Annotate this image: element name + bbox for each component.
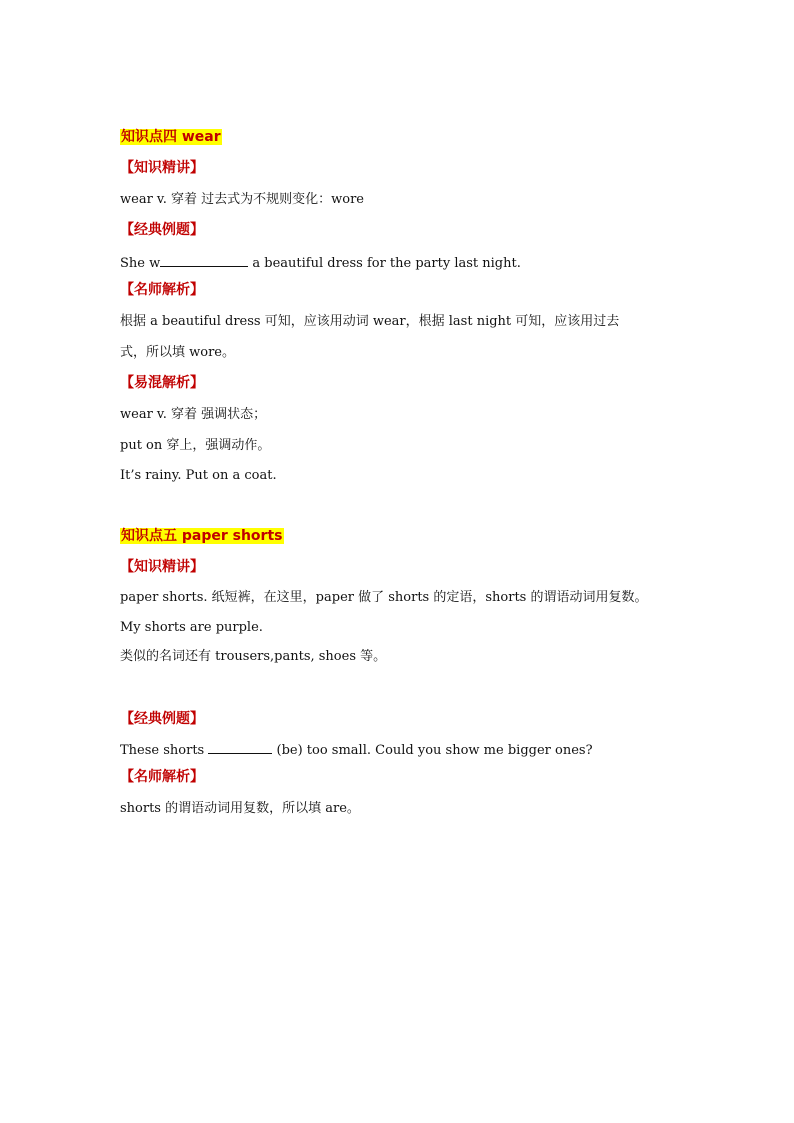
example-text-start: These shorts	[120, 743, 209, 758]
section-four-example	[120, 252, 521, 274]
section-four-confuse-line-2: put on 穿上，强调动作。	[120, 438, 271, 453]
section-four-confuse-line-1: wear v. 穿着 强调状态；	[120, 407, 267, 422]
section-four-explain-tag: 【知识精讲】	[120, 160, 204, 176]
answer-blank	[160, 252, 248, 267]
example-text-end: a beautiful dress for the party last night.	[248, 256, 521, 271]
section-four-confuse-line-3: It’s rainy. Put on a coat.	[120, 468, 277, 483]
section-four-heading: 知识点四 wear	[121, 129, 221, 145]
section-four-confuse-tag: 【易混解析】	[120, 375, 204, 391]
section-five-analysis-tag: 【名师解析】	[120, 769, 204, 785]
section-four-analysis-tag: 【名师解析】	[120, 282, 204, 298]
section-five-explain-line-2: My shorts are purple.	[120, 620, 263, 635]
answer-blank	[208, 739, 272, 754]
section-five-heading-line	[120, 526, 284, 547]
section-four-heading-line	[120, 127, 222, 148]
section-five-explain-line-1: paper shorts. 纸短裤，在这里，paper 做了 shorts 的定语，shorts 的谓语动词用复数。	[120, 590, 648, 605]
section-five-explain-tag: 【知识精讲】	[120, 559, 204, 575]
section-five-example	[120, 739, 593, 761]
section-four-analysis-line-1: 根据 a beautiful dress 可知，应该用动词 wear，根据 last night 可知，应该用过去	[120, 314, 620, 329]
section-five-example-tag: 【经典例题】	[120, 711, 204, 727]
example-text-end: (be) too small. Could you show me bigger ones?	[272, 743, 593, 758]
section-five-heading: 知识点五 paper shorts	[121, 528, 283, 544]
section-five-analysis: shorts 的谓语动词用复数，所以填 are。	[120, 801, 360, 816]
section-four-explain: wear v. 穿着 过去式为不规则变化：wore	[120, 192, 364, 207]
section-four-example-tag: 【经典例题】	[120, 222, 204, 238]
example-text-start: She w	[120, 256, 161, 271]
section-four-analysis-line-2: 式，所以填 wore。	[120, 345, 235, 360]
section-five-explain-line-3: 类似的名词还有 trousers,pants, shoes 等。	[120, 649, 387, 664]
